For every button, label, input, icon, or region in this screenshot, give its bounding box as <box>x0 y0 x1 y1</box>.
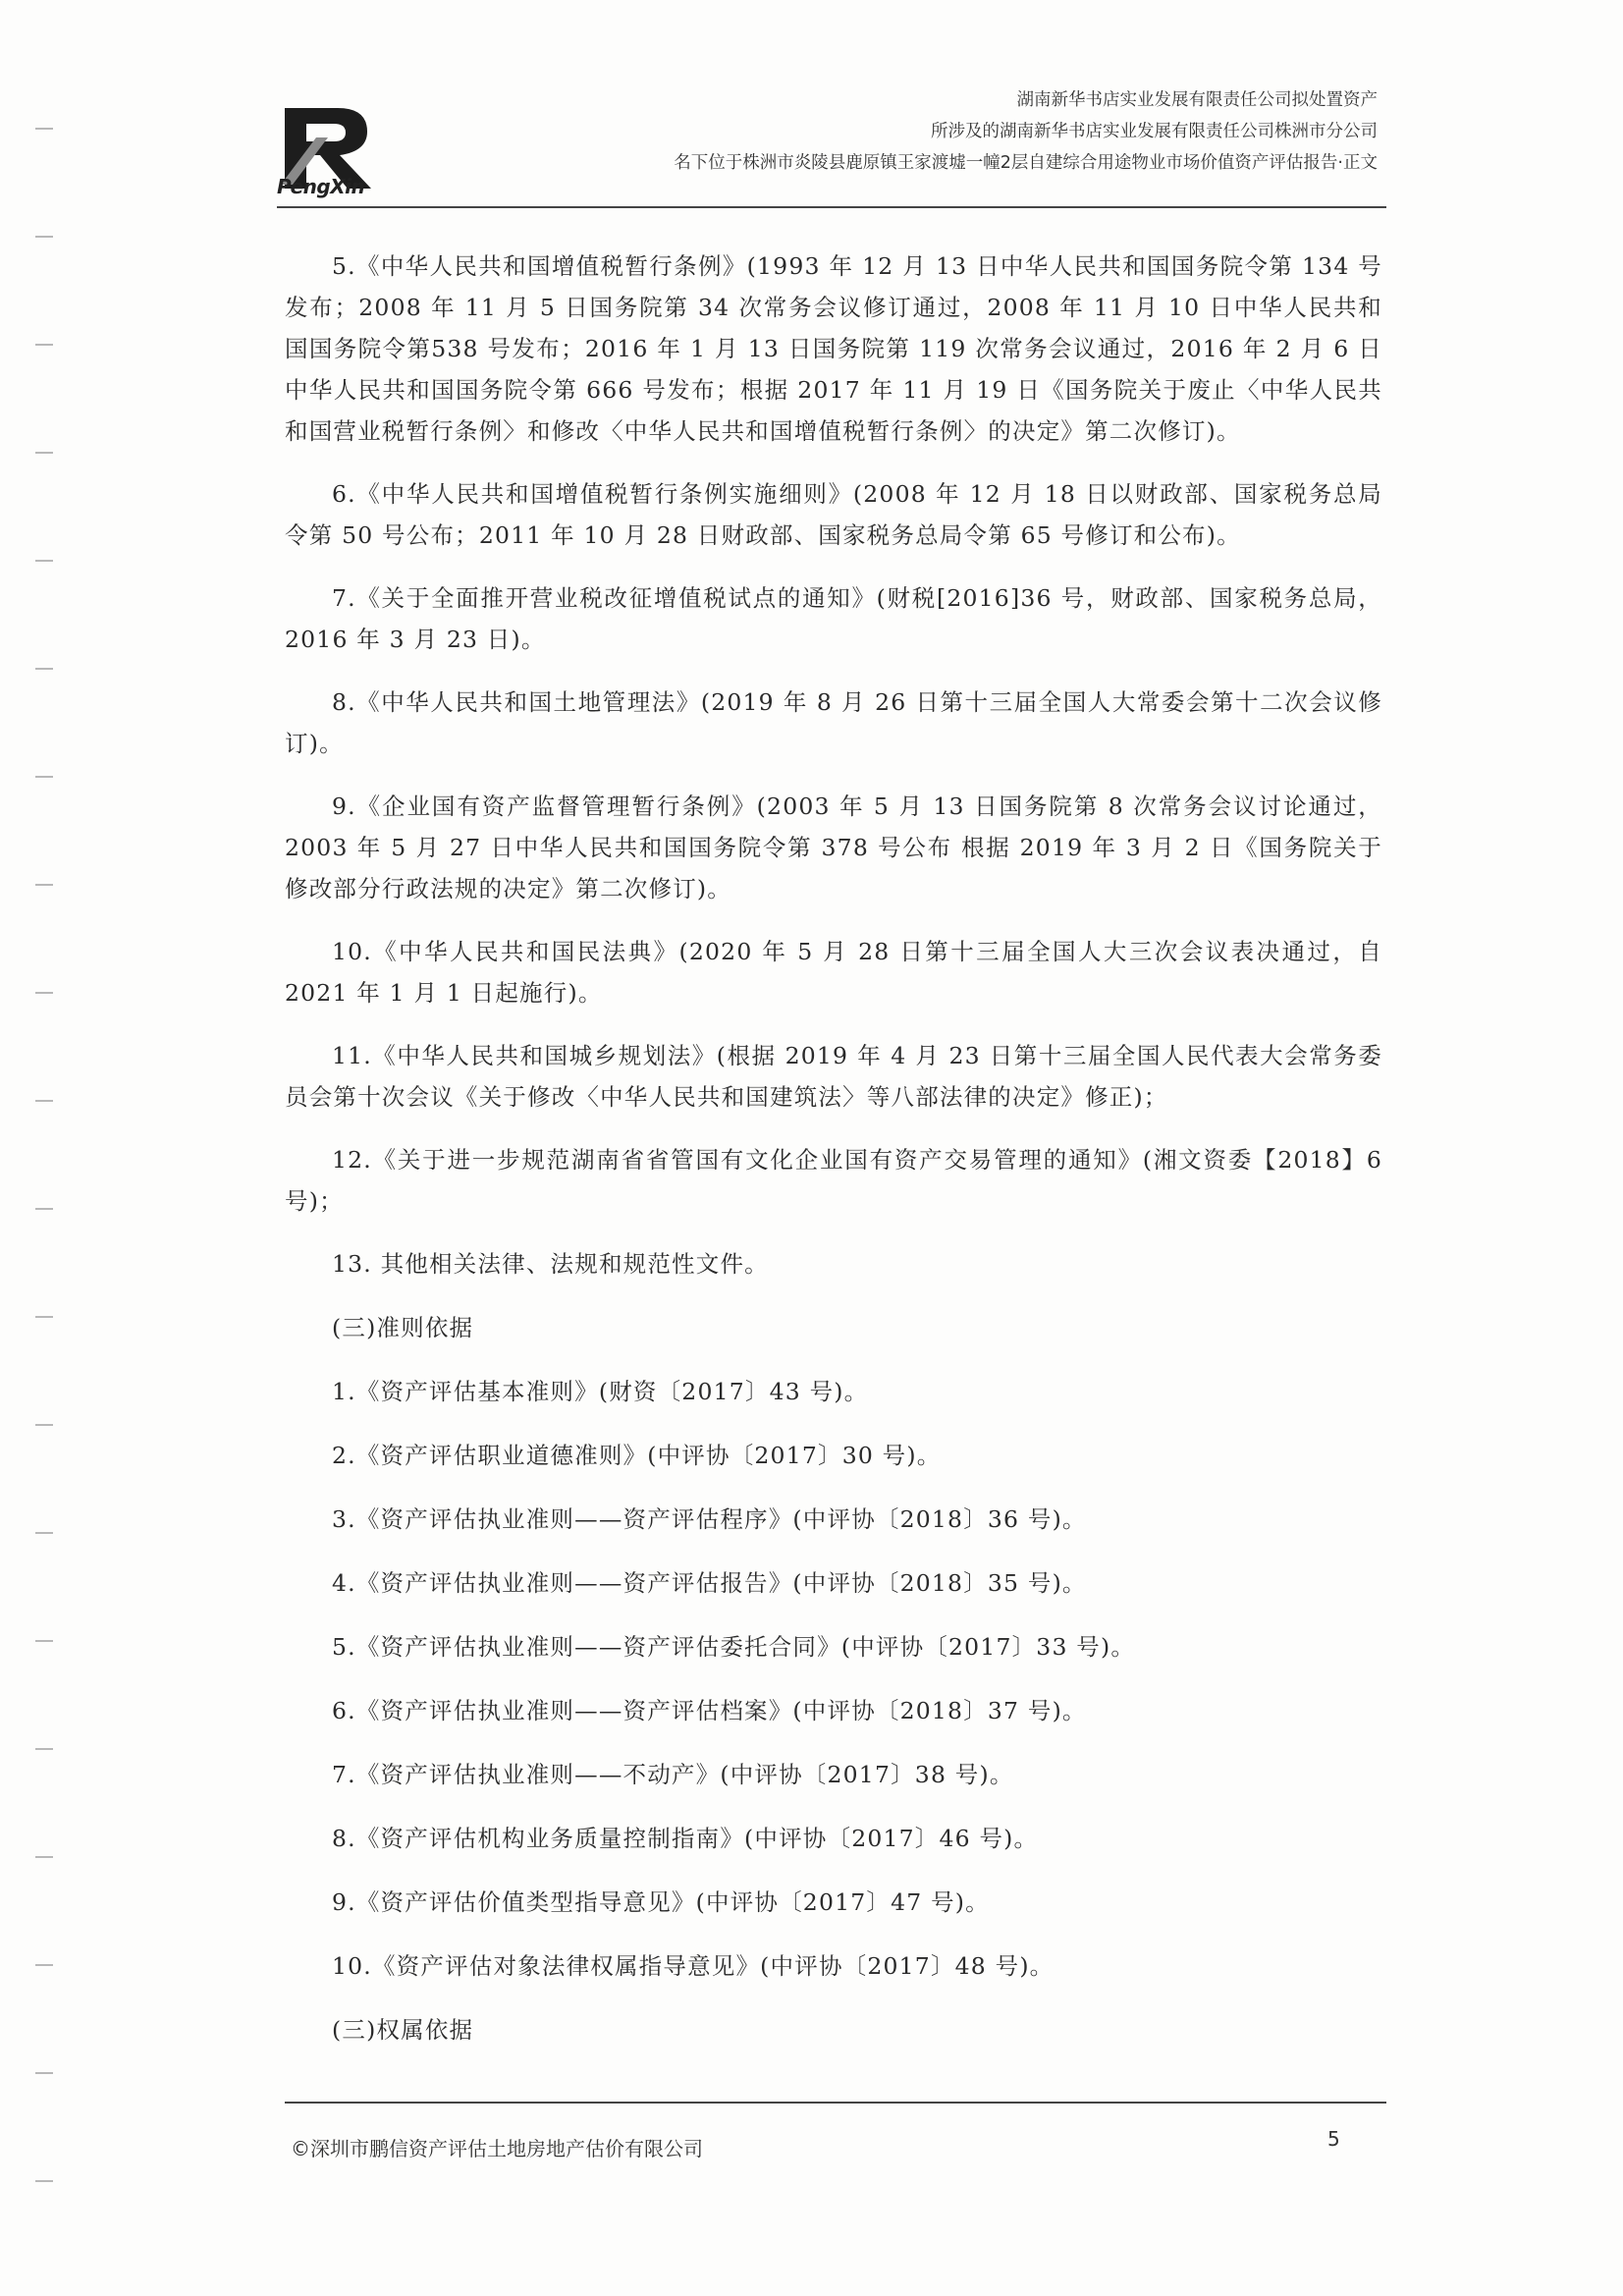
standard-basis-item: 2.《资产评估职业道德准则》(中评协〔2017〕30 号)。 <box>332 1442 942 1469</box>
section-heading: (三)准则依据 <box>332 1314 474 1341</box>
legal-basis-item: 6.《中华人民共和国增值税暂行条例实施细则》(2008 年 12 月 18 日以财政部、国家税务总局令第 50 号公布；2011 年 10 月 28 日财政部、国家税务总局令第 65 号修订和公布)。 <box>285 480 1382 549</box>
legal-basis-item: 12.《关于进一步规范湖南省省管国有文化企业国有资产交易管理的通知》(湘文资委【2018】6 号)； <box>285 1146 1382 1215</box>
footer-company: ©深圳市鹏信资产评估土地房地产估价有限公司 <box>291 2137 703 2160</box>
scan-margin-marks <box>35 0 65 2296</box>
legal-basis-item: 7.《关于全面推开营业税改征增值税试点的通知》(财税[2016]36 号，财政部、国家税务总局，2016 年 3 月 23 日)。 <box>285 584 1382 653</box>
standard-basis-item: 8.《资产评估机构业务质量控制指南》(中评协〔2017〕46 号)。 <box>332 1825 1039 1852</box>
legal-basis-item: 13. 其他相关法律、法规和规范性文件。 <box>332 1250 769 1278</box>
header-line: 所涉及的湖南新华书店实业发展有限责任公司株洲市分公司 <box>931 122 1378 141</box>
header-line: 湖南新华书店实业发展有限责任公司拟处置资产 <box>1016 90 1378 110</box>
legal-basis-item: 8.《中华人民共和国土地管理法》(2019 年 8 月 26 日第十三届全国人大常委会第十二次会议修订)。 <box>285 688 1382 757</box>
legal-basis-item: 11.《中华人民共和国城乡规划法》(根据 2019 年 4 月 23 日第十三届全国人民代表大会常务委员会第十次会议《关于修改〈中华人民共和国建筑法〉等八部法律的决定》修正)； <box>285 1042 1382 1111</box>
legal-basis-item: 10.《中华人民共和国民法典》(2020 年 5 月 28 日第十三届全国人大三次会议表决通过，自 2021 年 1 月 1 日起施行)。 <box>285 938 1382 1007</box>
standard-basis-item: 5.《资产评估执业准则——资产评估委托合同》(中评协〔2017〕33 号)。 <box>332 1633 1136 1661</box>
standard-basis-item: 1.《资产评估基本准则》(财资〔2017〕43 号)。 <box>332 1378 869 1405</box>
header-line: 名下位于株洲市炎陵县鹿原镇王家渡墟一幢2层自建综合用途物业市场价值资产评估报告·正文 <box>674 153 1378 173</box>
standard-basis-item: 9.《资产评估价值类型指导意见》(中评协〔2017〕47 号)。 <box>332 1888 990 1916</box>
standard-basis-item: 7.《资产评估执业准则——不动产》(中评协〔2017〕38 号)。 <box>332 1761 1014 1788</box>
report-body <box>285 246 1382 2073</box>
footer-divider <box>285 2102 1386 2104</box>
report-header <box>396 84 1378 179</box>
header-divider <box>277 206 1386 208</box>
logo-wordmark: PengXin <box>277 175 365 198</box>
standard-basis-item: 4.《资产评估执业准则——资产评估报告》(中评协〔2018〕35 号)。 <box>332 1569 1087 1597</box>
section-heading: (三)权属依据 <box>332 2016 474 2044</box>
page-number: 5 <box>1327 2127 1340 2151</box>
standard-basis-item: 3.《资产评估执业准则——资产评估程序》(中评协〔2018〕36 号)。 <box>332 1505 1087 1533</box>
legal-basis-item: 9.《企业国有资产监督管理暂行条例》(2003 年 5 月 13 日国务院第 8 次常务会议讨论通过，2003 年 5 月 27 日中华人民共和国国务院令第 378 号公布 根据 2019 年 3 月 2 日《国务院关于修改部分行政法规的决定》第二次修订)。 <box>285 793 1382 902</box>
legal-basis-item: 5.《中华人民共和国增值税暂行条例》(1993 年 12 月 13 日中华人民共和国国务院令第 134 号发布；2008 年 11 月 5 日国务院第 34 次常务会议修订通过，2008 年 11 月 10 日中华人民共和国国务院令第538 号发布；2016 年 1 月 13 日国务院第 119 次常务会议通过，2016 年 2 月 6 日中华人民共和国国务院令第 666 号发布；根据 2017 年 11 月 19 日《国务院关于废止〈中华人民共和国营业税暂行条例〉和修改〈中华人民共和国增值税暂行条例〉的决定》第二次修订)。 <box>285 252 1382 445</box>
standard-basis-item: 6.《资产评估执业准则——资产评估档案》(中评协〔2018〕37 号)。 <box>332 1697 1087 1724</box>
standard-basis-item: 10.《资产评估对象法律权属指导意见》(中评协〔2017〕48 号)。 <box>332 1952 1055 1980</box>
